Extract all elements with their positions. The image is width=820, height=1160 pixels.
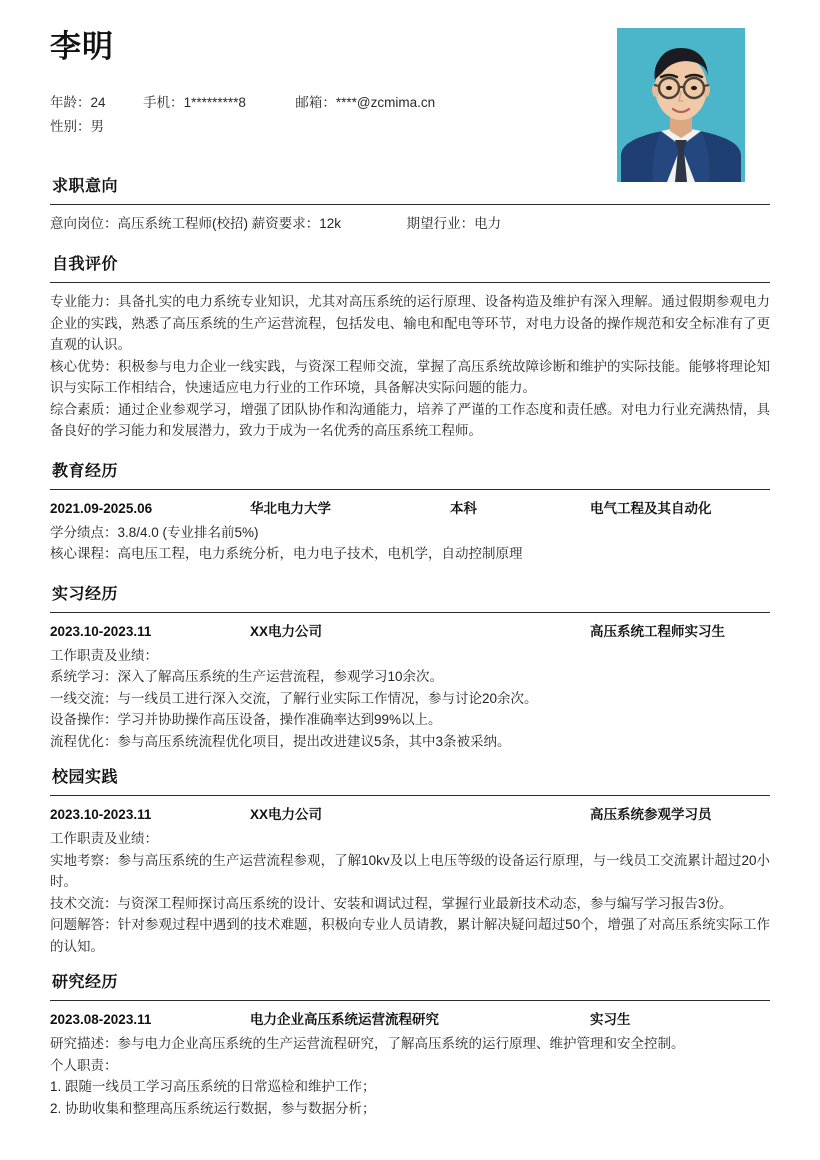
intent-position-label: 意向岗位：	[50, 216, 118, 231]
age-value: 24	[90, 95, 106, 111]
internship-entry-header	[50, 621, 770, 643]
section-internship	[50, 585, 770, 753]
section-body-education	[50, 490, 770, 565]
section-research	[50, 973, 770, 1119]
education-degree: 本科	[450, 500, 477, 516]
self-eval-paragraph: 核心优势：积极参与电力企业一线实践，与资深工程师交流，掌握了高压系统故障诊断和维护的实际技能。能够将理论知识与实际工作相结合，快速适应电力行业的工作环境，具备解决实际问题的能力。	[50, 358, 770, 395]
campus-detail: 问题解答：针对参观过程中遇到的技术难题，积极向专业人员请教，累计解决疑问超过50个，增强了对高压系统实际工作的认知。	[50, 917, 770, 954]
email-value: ****@zcmima.cn	[335, 95, 436, 111]
internship-detail: 流程优化：参与高压系统流程优化项目，提出改进建议5条，其中3条被采纳。	[50, 733, 511, 749]
internship-detail: 系统学习：深入了解高压系统的生产运营流程，参观学习10余次。	[50, 669, 444, 684]
research-duty-item: 1. 跟随一线员工学习高压系统的日常巡检和维护工作；	[50, 1079, 376, 1094]
job-intent-row	[50, 213, 770, 235]
candidate-name: 李明	[50, 29, 114, 64]
campus-company: XX电力公司	[250, 807, 323, 822]
section-campus-practice	[50, 768, 770, 957]
intent-industry-value: 电力	[474, 216, 502, 231]
email-label: 邮箱：	[295, 95, 336, 111]
phone-value: 1*********8	[183, 95, 246, 111]
internship-date: 2023.10-2023.11	[50, 623, 152, 639]
internship-intro: 工作职责及业绩：	[50, 647, 158, 663]
campus-entry-header	[50, 804, 770, 826]
internship-company: XX电力公司	[250, 623, 323, 639]
research-duty-item: 2. 协助收集和整理高压系统运行数据，参与数据分析；	[50, 1100, 376, 1116]
section-body-self-evaluation	[50, 283, 770, 442]
education-entry-header	[50, 498, 770, 520]
section-body-internship	[50, 613, 770, 753]
section-job-intent	[50, 177, 770, 235]
education-detail: 学分绩点：3.8/4.0 (专业排名前5%)	[50, 524, 259, 540]
internship-role: 高压系统工程师实习生	[590, 623, 725, 639]
intent-industry-label: 期望行业：	[406, 216, 475, 231]
internship-detail: 一线交流：与一线员工进行深入交流，了解行业实际工作情况，参与讨论20余次。	[50, 690, 538, 706]
gender-value: 男	[90, 119, 104, 135]
campus-detail: 实地考察：参与高压系统的生产运营流程参观，了解10kv及以上电压等级的设备运行原理，与一线员工交流累计超过20小时。	[50, 852, 770, 889]
gender-field	[50, 115, 104, 139]
education-date: 2021.09-2025.06	[50, 500, 153, 516]
age-label: 年龄：	[50, 95, 91, 111]
section-title-campus-practice: 校园实践	[50, 768, 770, 796]
self-eval-paragraph: 综合素质：通过企业参观学习，增强了团队协作和沟通能力，培养了严谨的工作态度和责任感。对电力行业充满热情，具备良好的学习能力和发展潜力，致力于成为一名优秀的高压系统工程师。	[50, 401, 770, 438]
section-body-research	[50, 1001, 770, 1119]
email-field	[295, 91, 435, 115]
research-date: 2023.08-2023.11	[50, 1012, 152, 1027]
phone-field	[143, 91, 246, 115]
research-role: 实习生	[590, 1012, 631, 1027]
phone-label: 手机：	[143, 95, 184, 111]
research-duties-label: 个人职责：	[50, 1057, 118, 1073]
id-photo-illustration	[617, 28, 745, 182]
research-project: 电力企业高压系统运营流程研究	[250, 1012, 439, 1027]
section-self-evaluation	[50, 255, 770, 442]
section-education	[50, 462, 770, 565]
age-field	[50, 91, 106, 115]
section-title-research: 研究经历	[50, 973, 770, 1001]
section-title-job-intent: 求职意向	[50, 177, 770, 205]
education-major: 电气工程及其自动化	[590, 500, 712, 516]
resume-header	[50, 0, 770, 175]
research-entry-header	[50, 1009, 770, 1031]
section-body-campus-practice	[50, 796, 770, 957]
spacer	[450, 804, 590, 826]
intent-salary-value: 12k	[319, 216, 342, 231]
intent-salary-label: 薪资要求：	[251, 216, 320, 231]
intent-position-value: 高压系统工程师(校招)	[117, 216, 248, 231]
research-description: 研究描述：参与电力企业高压系统的生产运营流程研究，了解高压系统的运行原理、维护管理和安全控制。	[50, 1036, 685, 1051]
campus-intro: 工作职责及业绩：	[50, 831, 158, 846]
section-title-internship: 实习经历	[50, 585, 770, 613]
section-title-self-evaluation: 自我评价	[50, 255, 770, 283]
gender-label: 性别：	[50, 119, 91, 135]
id-photo	[617, 28, 745, 182]
campus-role: 高压系统参观学习员	[590, 807, 712, 822]
education-detail: 核心课程：高电压工程，电力系统分析，电力电子技术，电机学，自动控制原理	[50, 546, 523, 561]
campus-detail: 技术交流：与资深工程师探讨高压系统的设计、安装和调试过程，掌握行业最新技术动态，参与编写学习报告3份。	[50, 895, 733, 911]
internship-detail: 设备操作：学习并协助操作高压设备，操作准确率达到99%以上。	[50, 712, 442, 727]
section-title-education: 教育经历	[50, 462, 770, 490]
section-body-job-intent	[50, 205, 770, 235]
spacer	[450, 621, 590, 643]
education-school: 华北电力大学	[250, 500, 331, 516]
campus-date: 2023.10-2023.11	[50, 807, 152, 822]
self-eval-paragraph: 专业能力：具备扎实的电力系统专业知识，尤其对高压系统的运行原理、设备构造及维护有深入理解。通过假期参观电力企业的实践，熟悉了高压系统的生产运营流程，包括发电、输电和配电等环节，对电力设备的操作规范和安全标准有了更直观的认识。	[50, 294, 770, 352]
